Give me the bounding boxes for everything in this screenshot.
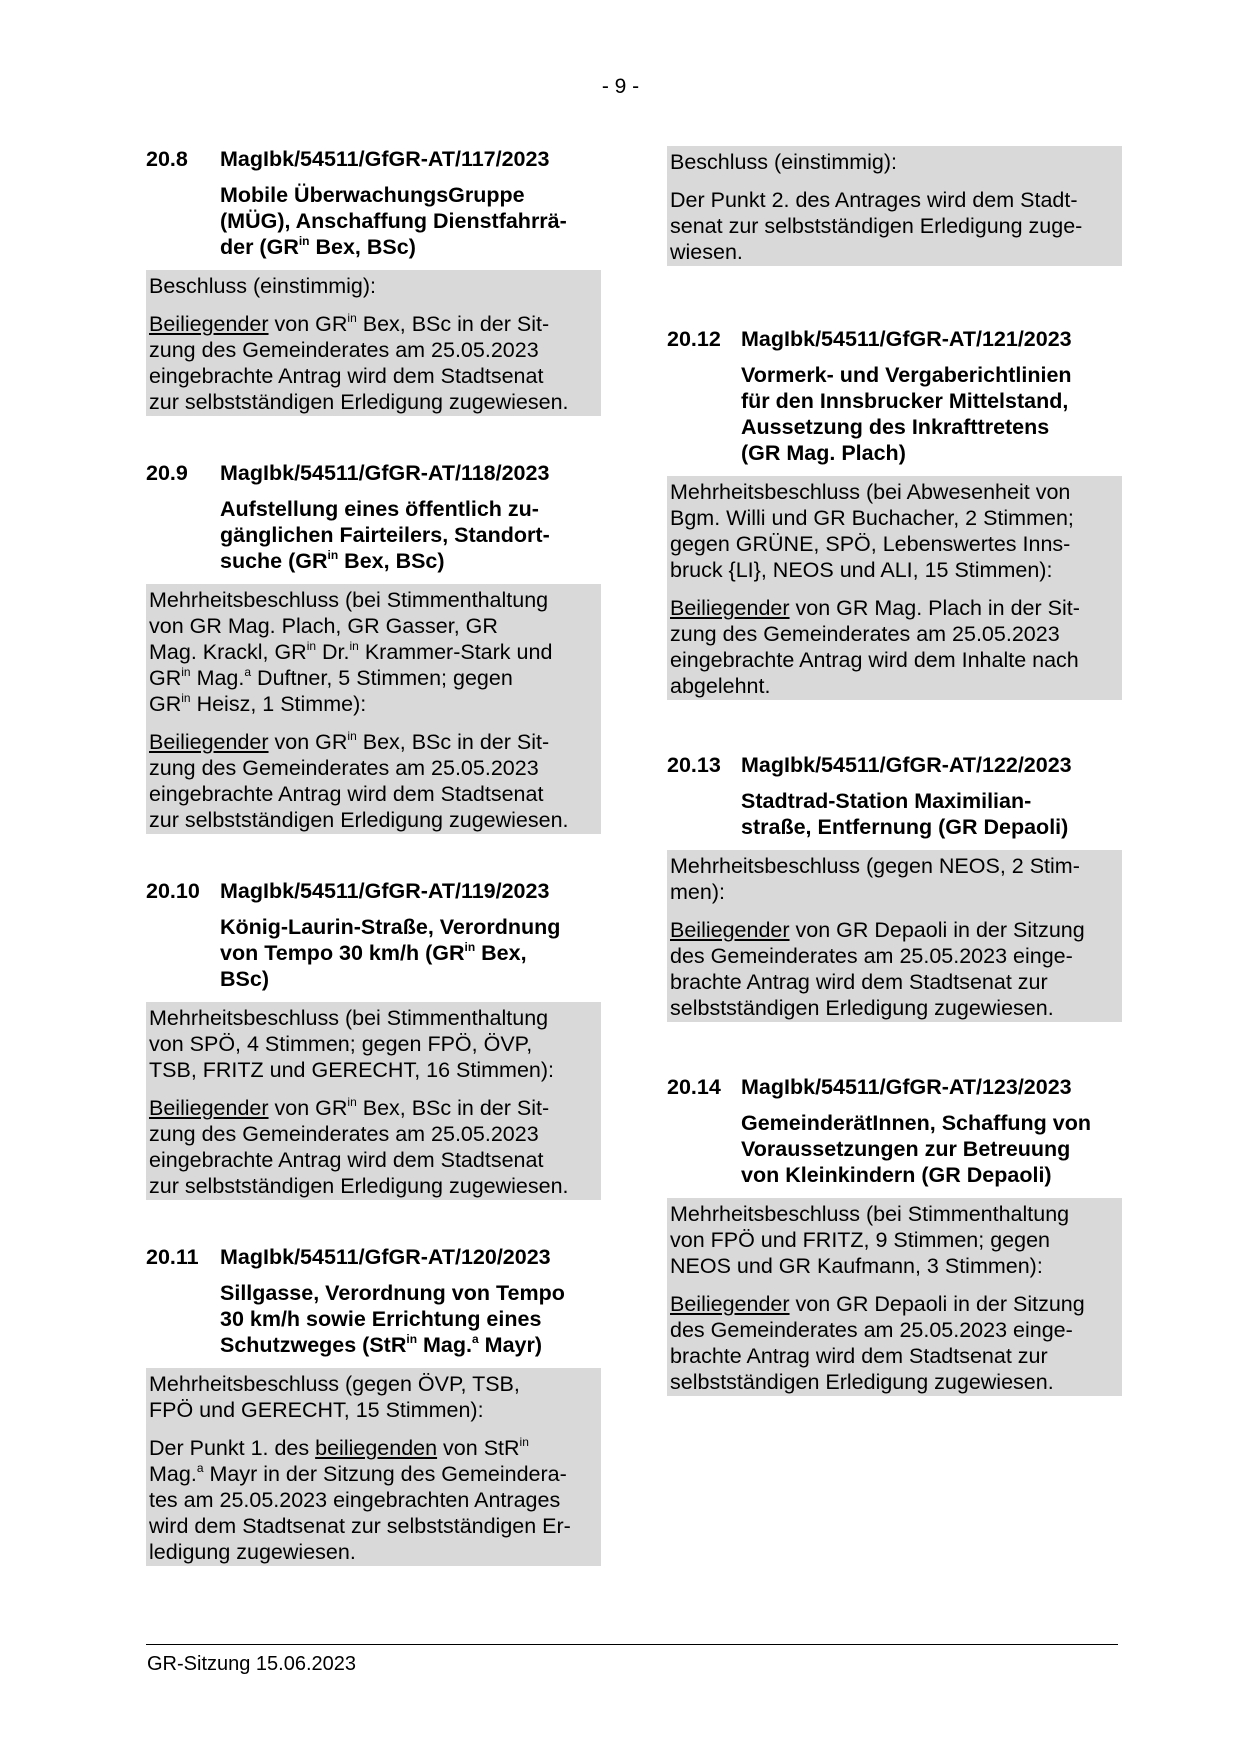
resolution-result: Mehrheitsbeschluss (bei Stimmenthaltung von FPÖ und FRITZ, 9 Stimmen; gegen NEOS und GR Kaufmann, 3 Stimmen):: [670, 1202, 1070, 1278]
agenda-item-20-11-continued: [667, 146, 1122, 266]
resolution-result: Beschluss (einstimmig):: [670, 150, 897, 174]
page-number: - 9 -: [601, 75, 640, 98]
resolution-box: [667, 476, 1122, 700]
agenda-item-20-9: [146, 460, 601, 834]
left-column: [146, 146, 601, 1610]
item-header: [146, 1244, 601, 1270]
resolution-result: Mehrheitsbeschluss (gegen ÖVP, TSB, FPÖ und GERECHT, 15 Stimmen):: [149, 1372, 520, 1422]
resolution-text: Beiliegender von GR Depaoli in der Sitzung des Gemeinderates am 25.05.2023 einge- brachte Antrag wird dem Stadtsenat zur selbstständigen Erledigung zugewiesen.: [670, 1292, 1085, 1394]
resolution-text: Beiliegender von GR Depaoli in der Sitzung des Gemeinderates am 25.05.2023 einge- brachte Antrag wird dem Stadtsenat zur selbstständigen Erledigung zugewiesen.: [670, 918, 1085, 1020]
item-header: [146, 460, 601, 486]
resolution-box: [146, 1002, 601, 1200]
item-header: [146, 146, 601, 172]
footer-divider: [146, 1644, 1118, 1645]
item-number: 20.14: [667, 1075, 721, 1099]
item-title: GemeinderätInnen, Schaffung von Voraussetzungen zur Betreuung von Kleinkindern (GR Depaoli): [741, 1111, 1092, 1187]
resolution-text: Der Punkt 1. des beiliegenden von StR$^{in}$ Mag.$^a$ Mayr in der Sitzung des Gemeindera- tes am 25.05.2023 eingebrachten Antrages wird dem Stadtsenat zur selbstständigen Er- ledigung zugewiesen.: [149, 1434, 571, 1564]
resolution-box: [146, 584, 601, 834]
resolution-box: [667, 146, 1122, 266]
item-reference: MagIbk/54511/GfGR-AT/123/2023: [741, 1075, 1072, 1099]
item-header: [667, 752, 1122, 778]
resolution-box: [146, 270, 601, 416]
agenda-item-20-14: [667, 1074, 1122, 1396]
resolution-text: Beiliegender von $GR^{in}$ Bex, BSc in der Sit- zung des Gemeinderates am 25.05.2023 eingebrachte Antrag wird dem Stadtsenat zur selbstständigen Erledigung zugewiesen.: [149, 310, 569, 414]
resolution-box: [667, 850, 1122, 1022]
item-number: 20.8: [146, 147, 188, 171]
item-title: Sillgasse, Verordnung von Tempo 30 km/h sowie Errichtung eines Schutzweges (StR$^{in}$ Mag.$^a$ Mayr): [220, 1281, 565, 1357]
item-reference: MagIbk/54511/GfGR-AT/119/2023: [220, 879, 550, 903]
item-number: 20.9: [146, 461, 188, 485]
resolution-box: [667, 1198, 1122, 1396]
agenda-item-20-8: [146, 146, 601, 416]
resolution-result: Mehrheitsbeschluss (bei Stimmenthaltung von GR Mag. Plach, GR Gasser, GR Mag. Krackl, $GR^{in}$ Dr.$^{in}$ Krammer-Stark und $GR^{in}$ Mag.$^a$ Duftner, 5 Stimmen; gegen $GR^{in}$ Heisz, 1 Stimme):: [149, 588, 553, 716]
right-column: [667, 146, 1122, 1440]
item-reference: MagIbk/54511/GfGR-AT/121/2023: [741, 327, 1072, 351]
resolution-text: Beiliegender von GR Mag. Plach in der Sit- zung des Gemeinderates am 25.05.2023 eingebrachte Antrag wird dem Inhalte nach abgelehnt.: [670, 596, 1080, 698]
agenda-item-20-12: [667, 326, 1122, 700]
item-number: 20.12: [667, 327, 721, 351]
resolution-box: [146, 1368, 601, 1566]
item-title: Aufstellung eines öffentlich zu- gänglichen Fairteilers, Standort- suche ($GR^{in}$ Bex, BSc): [220, 497, 550, 573]
item-header: [667, 1074, 1122, 1100]
item-header: [146, 878, 601, 904]
item-title: Vormerk- und Vergaberichtlinien für den Innsbrucker Mittelstand, Aussetzung des Inkrafttretens (GR Mag. Plach): [741, 363, 1072, 465]
item-reference: MagIbk/54511/GfGR-AT/122/2023: [741, 753, 1072, 777]
agenda-item-20-13: [667, 752, 1122, 1022]
resolution-result: Beschluss (einstimmig):: [149, 274, 376, 298]
resolution-text: Beiliegender von $GR^{in}$ Bex, BSc in der Sit- zung des Gemeinderates am 25.05.2023 eingebrachte Antrag wird dem Stadtsenat zur selbstständigen Erledigung zugewiesen.: [149, 728, 569, 832]
resolution-text: Beiliegender von $GR^{in}$ Bex, BSc in der Sit- zung des Gemeinderates am 25.05.2023 eingebrachte Antrag wird dem Stadtsenat zur selbstständigen Erledigung zugewiesen.: [149, 1094, 569, 1198]
item-title: Mobile ÜberwachungsGruppe (MÜG), Anschaffung Dienstfahrrä- der ($GR^{in}$ Bex, BSc): [220, 183, 567, 259]
item-number: 20.13: [667, 753, 721, 777]
item-number: 20.11: [146, 1245, 199, 1269]
resolution-result: Mehrheitsbeschluss (gegen NEOS, 2 Stim- men):: [670, 854, 1080, 904]
resolution-result: Mehrheitsbeschluss (bei Stimmenthaltung von SPÖ, 4 Stimmen; gegen FPÖ, ÖVP, TSB, FRITZ und GERECHT, 16 Stimmen):: [149, 1006, 555, 1082]
item-header: [667, 326, 1122, 352]
resolution-text: Der Punkt 2. des Antrages wird dem Stadt- senat zur selbstständigen Erledigung zuge- wiesen.: [670, 188, 1083, 264]
item-number: 20.10: [146, 879, 200, 903]
item-reference: MagIbk/54511/GfGR-AT/120/2023: [220, 1245, 551, 1269]
item-title: König-Laurin-Straße, Verordnung von Tempo 30 km/h ($GR^{in}$ Bex, BSc): [220, 915, 561, 991]
item-reference: MagIbk/54511/GfGR-AT/118/2023: [220, 461, 550, 485]
agenda-item-20-11: [146, 1244, 601, 1566]
item-title: Stadtrad-Station Maximilian- straße, Entfernung (GR Depaoli): [741, 789, 1069, 839]
item-reference: MagIbk/54511/GfGR-AT/117/2023: [220, 147, 550, 171]
agenda-item-20-10: [146, 878, 601, 1200]
footer-text: GR-Sitzung 15.06.2023: [147, 1653, 357, 1675]
resolution-result: Mehrheitsbeschluss (bei Abwesenheit von Bgm. Willi und GR Buchacher, 2 Stimmen; gegen GRÜNE, SPÖ, Lebenswertes Inns- bruck {LI}, NEOS und ALI, 15 Stimmen):: [670, 480, 1074, 582]
